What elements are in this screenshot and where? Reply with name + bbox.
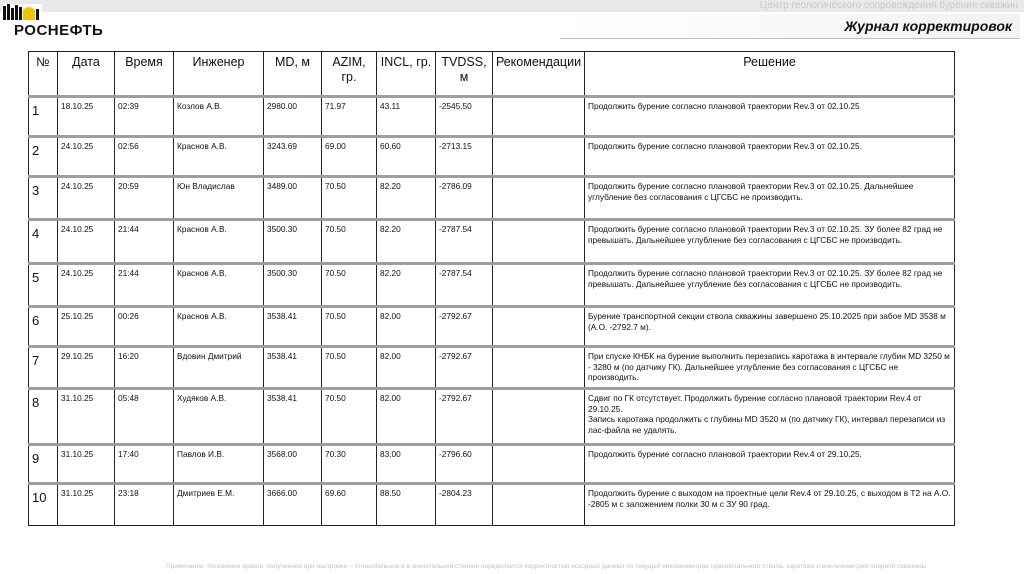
azim-cell: 69.00 <box>322 137 377 177</box>
table-row <box>29 264 955 307</box>
footer-note: Примечание: положение кровли, полученное при настройке – относительное и в значительной степени определяется корректностью исходных данных по текущей инклинометрии горизонтального ствола, каротажа и инклинометрии опорной скважины <box>166 563 927 570</box>
page-title: Журнал корректировок <box>844 18 1012 34</box>
rosneft-logo <box>2 2 152 40</box>
col-header-num: № <box>29 52 58 97</box>
incl-cell: 82.00 <box>377 347 436 389</box>
table-row <box>29 445 955 484</box>
date-cell: 18.10.25 <box>58 97 115 137</box>
time-cell: 02:56 <box>115 137 174 177</box>
incl-cell: 60.60 <box>377 137 436 177</box>
row-number: 6 <box>29 307 58 347</box>
engineer-cell: Козлов А.В. <box>174 97 264 137</box>
azim-cell: 70.50 <box>322 389 377 445</box>
correction-journal-table <box>28 51 955 526</box>
md-cell: 3538.41 <box>264 347 322 389</box>
table-row <box>29 307 955 347</box>
engineer-cell: Краснов А.В. <box>174 137 264 177</box>
date-cell: 24.10.25 <box>58 137 115 177</box>
col-header-date: Дата <box>58 52 115 97</box>
incl-cell: 83.00 <box>377 445 436 484</box>
md-cell: 3538.41 <box>264 307 322 347</box>
engineer-cell: Краснов А.В. <box>174 220 264 264</box>
engineer-cell: Дмитриев Е.М. <box>174 484 264 526</box>
tvdss-cell: -2792.67 <box>436 347 493 389</box>
azim-cell: 69.60 <box>322 484 377 526</box>
engineer-cell: Краснов А.В. <box>174 264 264 307</box>
decision-cell: Продолжить бурение согласно плановой траектории Rev.4 от 29.10.25. <box>585 445 955 484</box>
title-bar <box>560 14 1020 39</box>
row-number: 8 <box>29 389 58 445</box>
time-cell: 23:18 <box>115 484 174 526</box>
decision-cell: Сдвиг по ГК отсутствует. Продолжить бурение согласно плановой траектории Rev.4 от 29.10.25. Запись каротажа продолжить с глубины MD 3520 м (по датчику ГК), интервал перезаписи из лас-файла не удалять. <box>585 389 955 445</box>
recommendation-cell <box>493 307 585 347</box>
md-cell: 3500.30 <box>264 264 322 307</box>
table-row <box>29 137 955 177</box>
decision-cell: Бурение транспортной секции ствола скважины завершено 25.10.2025 при забое MD 3538 м (А.О. -2792.7 м). <box>585 307 955 347</box>
azim-cell: 70.50 <box>322 220 377 264</box>
table-row <box>29 484 955 526</box>
date-cell: 24.10.25 <box>58 264 115 307</box>
recommendation-cell <box>493 177 585 220</box>
decision-cell: Продолжить бурение с выходом на проектные цели Rev.4 от 29.10.25, с выходом в Т2 на А.О. -2805 м с заложением полки 30 м с ЗУ 90 град. <box>585 484 955 526</box>
tvdss-cell: -2804.23 <box>436 484 493 526</box>
decision-cell: Продолжить бурение согласно плановой траектории Rev.3 от 02.10.25. Дальнейшее углубление без согласования с ЦГСБС не производить. <box>585 177 955 220</box>
time-cell: 16:20 <box>115 347 174 389</box>
recommendation-cell <box>493 445 585 484</box>
logo-text: РОСНЕФТЬ <box>14 22 104 39</box>
col-header-engineer: Инженер <box>174 52 264 97</box>
time-cell: 02:39 <box>115 97 174 137</box>
engineer-cell: Худяков А.В. <box>174 389 264 445</box>
time-cell: 21:44 <box>115 220 174 264</box>
date-cell: 31.10.25 <box>58 484 115 526</box>
recommendation-cell <box>493 389 585 445</box>
engineer-cell: Краснов А.В. <box>174 307 264 347</box>
incl-cell: 82.20 <box>377 264 436 307</box>
row-number: 3 <box>29 177 58 220</box>
table-header-row <box>29 52 955 97</box>
azim-cell: 71.97 <box>322 97 377 137</box>
time-cell: 21:44 <box>115 264 174 307</box>
department-title: Центр геологического сопровождения бурения скважин <box>759 0 1018 11</box>
recommendation-cell <box>493 97 585 137</box>
tvdss-cell: -2545.50 <box>436 97 493 137</box>
row-number: 5 <box>29 264 58 307</box>
md-cell: 3489.00 <box>264 177 322 220</box>
row-number: 4 <box>29 220 58 264</box>
table-row <box>29 347 955 389</box>
recommendation-cell <box>493 220 585 264</box>
recommendation-cell <box>493 484 585 526</box>
tvdss-cell: -2787.54 <box>436 220 493 264</box>
decision-cell: Продолжить бурение согласно плановой траектории Rev.3 от 02.10.25. ЗУ более 82 град не превышать. Дальнейшее углубление без согласования с ЦГСБС не производить. <box>585 264 955 307</box>
row-number: 1 <box>29 97 58 137</box>
md-cell: 3568.00 <box>264 445 322 484</box>
md-cell: 3243.69 <box>264 137 322 177</box>
decision-cell: Продолжить бурение согласно плановой траектории Rev.3 от 02.10.25. <box>585 137 955 177</box>
azim-cell: 70.50 <box>322 264 377 307</box>
col-header-md: MD, м <box>264 52 322 97</box>
date-cell: 29.10.25 <box>58 347 115 389</box>
recommendation-cell <box>493 264 585 307</box>
time-cell: 17:40 <box>115 445 174 484</box>
md-cell: 3500.30 <box>264 220 322 264</box>
col-header-decision: Решение <box>585 52 955 97</box>
table-row <box>29 97 955 137</box>
incl-cell: 82.00 <box>377 389 436 445</box>
table-row <box>29 220 955 264</box>
incl-cell: 82.20 <box>377 220 436 264</box>
top-band <box>0 0 1024 12</box>
decision-cell: Продолжить бурение согласно плановой траектории Rev.3 от 02.10.25. ЗУ более 82 град не превышать. Дальнейшее углубление без согласования с ЦГСБС не производить. <box>585 220 955 264</box>
incl-cell: 82.20 <box>377 177 436 220</box>
rosneft-logo-icon <box>2 2 42 24</box>
date-cell: 25.10.25 <box>58 307 115 347</box>
table-row <box>29 389 955 445</box>
row-number: 7 <box>29 347 58 389</box>
recommendation-cell <box>493 347 585 389</box>
col-header-azim: AZIM, гр. <box>322 52 377 97</box>
engineer-cell: Юн Владислав <box>174 177 264 220</box>
tvdss-cell: -2787.54 <box>436 264 493 307</box>
col-header-recommendations: Рекомендации <box>493 52 585 97</box>
decision-cell: Продолжить бурение согласно плановой траектории Rev.3 от 02.10.25 <box>585 97 955 137</box>
date-cell: 24.10.25 <box>58 220 115 264</box>
table-body <box>29 97 955 526</box>
azim-cell: 70.50 <box>322 177 377 220</box>
row-number: 2 <box>29 137 58 177</box>
col-header-time: Время <box>115 52 174 97</box>
recommendation-cell <box>493 137 585 177</box>
date-cell: 24.10.25 <box>58 177 115 220</box>
date-cell: 31.10.25 <box>58 389 115 445</box>
tvdss-cell: -2786.09 <box>436 177 493 220</box>
azim-cell: 70.30 <box>322 445 377 484</box>
azim-cell: 70.50 <box>322 347 377 389</box>
incl-cell: 43.11 <box>377 97 436 137</box>
tvdss-cell: -2792.67 <box>436 389 493 445</box>
row-number: 10 <box>29 484 58 526</box>
col-header-tvdss: TVDSS, м <box>436 52 493 97</box>
md-cell: 3666.00 <box>264 484 322 526</box>
tvdss-cell: -2796.60 <box>436 445 493 484</box>
time-cell: 20:59 <box>115 177 174 220</box>
engineer-cell: Павлов И.В. <box>174 445 264 484</box>
md-cell: 3538.41 <box>264 389 322 445</box>
azim-cell: 70.50 <box>322 307 377 347</box>
table-row <box>29 177 955 220</box>
incl-cell: 88.50 <box>377 484 436 526</box>
md-cell: 2980.00 <box>264 97 322 137</box>
tvdss-cell: -2792.67 <box>436 307 493 347</box>
time-cell: 00:26 <box>115 307 174 347</box>
col-header-incl: INCL, гр. <box>377 52 436 97</box>
date-cell: 31.10.25 <box>58 445 115 484</box>
row-number: 9 <box>29 445 58 484</box>
engineer-cell: Вдовин Дмитрий <box>174 347 264 389</box>
incl-cell: 82.00 <box>377 307 436 347</box>
decision-cell: При спуске КНБК на бурение выполнить перезапись каротажа в интервале глубин MD 3250 м - 3280 м (по датчику ГК). Дальнейшее углубление без согласования с ЦГСБС не производить. <box>585 347 955 389</box>
tvdss-cell: -2713.15 <box>436 137 493 177</box>
time-cell: 05:48 <box>115 389 174 445</box>
